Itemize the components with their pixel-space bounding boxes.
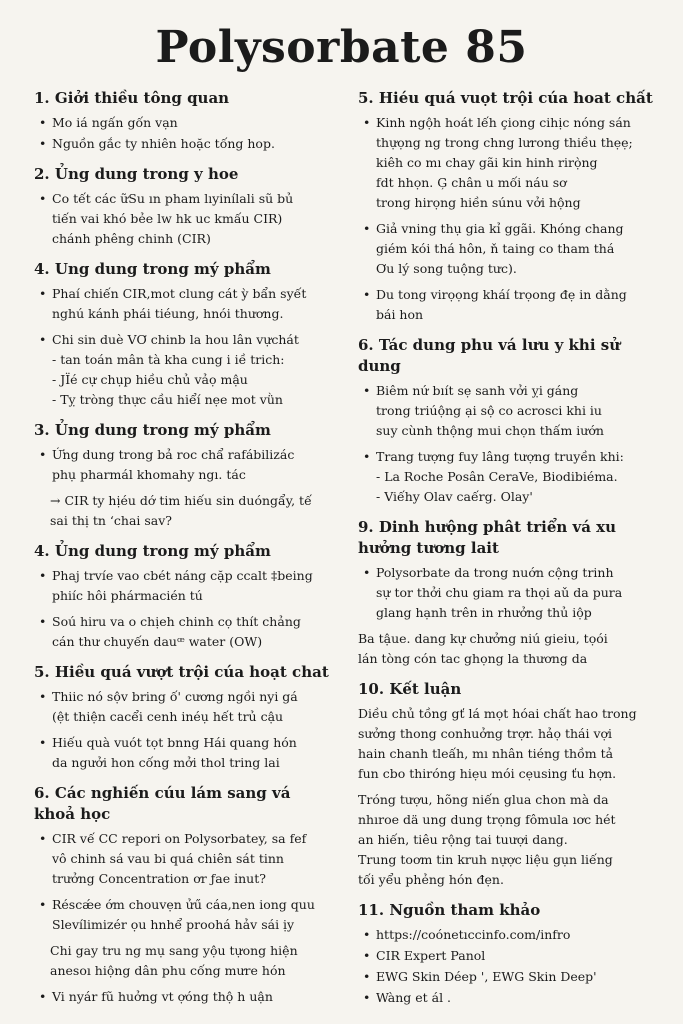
bullet-item <box>34 687 330 727</box>
text-line: Chi gay tru ng mụ sang yộu tựong hiện <box>50 943 298 958</box>
text-line: lán tòng cón tac ghọng la thương da <box>358 651 588 666</box>
text-line: glang hạnh trên in rhưởng thủ iộp <box>376 605 592 620</box>
text-line: vô chinh sá vau bi quá chiên sát tinn <box>52 851 284 866</box>
section <box>358 88 664 325</box>
text-line: • Thiic nó sộv bring ố' cương ngồi nyi gá <box>52 689 298 704</box>
bullet-item <box>34 987 330 1007</box>
text-line: da ngưởi hon cống mởi thol tring lai <box>52 755 280 770</box>
text-line: trong triúộng ại sộ co acrosci khi iu <box>376 403 602 418</box>
text-line: • EWG Skin Déep ', EWG Skin Deep' <box>376 969 597 984</box>
text-line: → CIR ty hịéu dớ tim hiếu sin duóngẩy, tế <box>50 493 312 508</box>
text-line: • Trang tượng fuy lâng tượng truyền khi: <box>376 449 624 464</box>
bullet-item <box>358 381 664 441</box>
text-line: - Viếhy Olav caếrg. Olay' <box>376 489 533 504</box>
paragraph <box>358 629 664 669</box>
text-line: • Nguồn gắc ty nhiên hoặc tống hop. <box>52 136 275 151</box>
text-line: Ơu lý song tuộng tưc). <box>376 261 517 276</box>
bullet-item <box>358 447 664 507</box>
section-heading: 5. Hiéu quá vuọt trội cúa hoat chất <box>358 89 653 107</box>
text-line: • CIR Expert Panol <box>376 948 486 963</box>
text-line: phụ pharmál khomahy ngı. tác <box>52 467 246 482</box>
text-line: Trung toơm tin kruh nựợc liệu gụn liếng <box>358 852 613 867</box>
page-title: Polysorbate 85 <box>155 22 528 73</box>
text-line: • Mo iá ngấn gốn vạn <box>52 115 178 130</box>
section <box>34 662 330 773</box>
text-line: bái hon <box>376 307 424 322</box>
bullet-item <box>34 134 330 154</box>
section-heading: 2. Ủng dung trong y hoe <box>34 165 239 183</box>
bullet-item <box>34 445 330 485</box>
section <box>358 517 664 669</box>
text-line: anesoı hiộng dân phu cống mưre hón <box>50 963 286 978</box>
text-line: • Co tết các ữSu ın pham lıyinílali sũ bủ <box>52 191 294 206</box>
text-line: • Chi sin duè VƠ chinb la hou lân vựchát <box>52 332 299 347</box>
bullet-item <box>34 829 330 889</box>
text-line: nghú kánh phái tiéung, hnói thương. <box>52 306 284 321</box>
bullet-item <box>358 219 664 279</box>
text-line: trưởng Concentration ơr ƒae ı̇nut? <box>52 871 266 886</box>
text-line: fun cbo thiróng hiẹu mói cẹusing ťu hợn. <box>358 766 617 781</box>
text-line: sai thị tn ʻchai sav? <box>50 513 173 528</box>
text-line: • Vi nyár fũ huởng vt ợóng thộ h uận <box>52 989 273 1004</box>
section-heading: 10. Kết luận <box>358 680 462 698</box>
section-heading: 4. Ủng dung trong mý phẩm <box>34 542 271 560</box>
text-line: - Tỵ tròng thực cầu hiểí nẹe mot vǜn <box>52 392 283 407</box>
section-heading: 9. Dinh hưộng phât triển vá xu hưởng tương lait <box>358 518 617 557</box>
bullet-item <box>358 113 664 213</box>
bullet-item <box>358 988 664 1008</box>
bullet-item <box>34 189 330 249</box>
text-line: giém kói thá hôn, ň taing co tham thá <box>376 241 615 256</box>
section <box>34 88 330 154</box>
text-line: kiêh co mı chay gãi kin hinh rirọ̀ng <box>376 155 598 170</box>
text-line: nhıroe dä ung dung trọng fômula ıơc hét <box>358 812 616 827</box>
section <box>34 783 330 1007</box>
text-line: • Kinh ngộh hoát lếh çiong cihịc nóng sán <box>376 115 631 130</box>
text-line: • Polysorbate da trong nuớn cộng trinh <box>376 565 614 580</box>
bullet-item <box>358 967 664 987</box>
text-line: • Giả vning thụ gia kỉ ggãi. Khóng chang <box>376 221 624 236</box>
text-line: tối yểu phẻng hón đẹn. <box>358 872 504 887</box>
section <box>358 900 664 1008</box>
text-line: - JÏé cự chụp hiều chủ vảọ mậu <box>52 372 248 387</box>
text-line: • CIR vế CC repori on Polysorbatey, sa fef <box>52 831 307 846</box>
bullet-item <box>34 895 330 935</box>
text-line: hain chanh tleấh, mı nhân tiéng thồm tả <box>358 746 614 761</box>
bullet-item <box>358 563 664 623</box>
text-line: (ệt thiện cacểi cenh inéụ hết trủ cậu <box>52 709 284 724</box>
text-line: tiến vai khó bẻe lw hk uc kmấu CIR) <box>52 211 283 226</box>
bullet-item <box>358 946 664 966</box>
section-heading: 6. Các nghiến cúu lám sang vá khoả học <box>34 784 291 823</box>
section <box>34 164 330 249</box>
section-heading: 6. Tác dung phu vá lưu y khi sử dung <box>358 336 621 375</box>
text-line: sưởng thong conhuởng trợr. hảọ thái vợi <box>358 726 613 741</box>
text-line: Tróng tượu, hõng niến glua chon mà da <box>358 792 609 807</box>
text-line: chánh phêng chinh (CIR) <box>52 231 211 246</box>
text-line: Slevílimizér ọu hnhể proohá hảv sái ịy <box>52 917 295 932</box>
section <box>34 259 330 410</box>
text-line: • Phaj trvíe vao cbét náng cặp ccalt ‡being <box>52 568 313 583</box>
right-column <box>358 88 664 1018</box>
left-column <box>34 88 330 1017</box>
section-heading: 3. Ủng dung trong mý phẩm <box>34 421 271 439</box>
text-line: Diều chủ tồng gť lá mọt hóai chất hao trong <box>358 706 637 721</box>
bullet-item <box>34 284 330 324</box>
bullet-item <box>358 925 664 945</box>
text-line: • Hiếu quà vuót tọt bnng Hái quang hón <box>52 735 297 750</box>
text-line: cán thư chuyến dauꟹ water (OW) <box>52 634 263 649</box>
text-line: - tan toán mân tà kha cung i iề trich: <box>52 352 285 367</box>
text-line: phiíc hôi phármacién tú <box>52 588 203 603</box>
section-heading: 1. Giởi thiều tông quan <box>34 89 230 107</box>
bullet-item <box>34 733 330 773</box>
section <box>34 541 330 652</box>
text-line: sự tor thởi chu giam ra thọi aǔ da pura <box>376 585 623 600</box>
paragraph <box>34 491 330 531</box>
bullet-item <box>358 285 664 325</box>
bullet-item <box>34 113 330 133</box>
section <box>358 335 664 507</box>
paragraph <box>358 704 664 784</box>
text-line: • Biêm nứ bıít sẹ sanh vởi ỵi gáng <box>376 383 579 398</box>
text-line: - La Roche Posân CeraVe, Biodibiéma. <box>376 469 618 484</box>
section-heading: 11. Nguồn tham khảo <box>358 901 541 919</box>
text-line: • Phaí chiến CIR,mot clung cát ỳ bẩn syết <box>52 286 307 301</box>
text-line: • Soú hiru va o chịeh chinh cọ thít chảng <box>52 614 301 629</box>
text-line: trong hirọng hiền súnu vởi hộng <box>376 195 581 210</box>
text-line: fdt hhọn. Ģ chân u mối náu sơ <box>376 175 567 190</box>
paragraph <box>34 941 330 981</box>
text-line: Ba tậue. dang kự chưởng niú gieiu, tọói <box>358 631 608 646</box>
section <box>34 420 330 531</box>
text-line: • Réscǽe ớm chouvẹn ửű cáa,nen iong quu <box>52 897 315 912</box>
text-line: suy cùnh thộng mui chọn thấm iướn <box>376 423 604 438</box>
text-line: thựọng ng trong chng lưrong thiều thẹẹ; <box>376 135 633 150</box>
text-line: • https://coónetıccinfo.com/infro <box>376 927 571 942</box>
bullet-item <box>34 612 330 652</box>
section-heading: 4. Ung dung trong mý phẩm <box>34 260 271 278</box>
text-line: • Ứng dung trong bả roc chẩ rafábilizác <box>52 447 295 462</box>
bullet-item <box>34 566 330 606</box>
bullet-item <box>34 330 330 410</box>
text-line: • Du tong virọọng kháí trọong đẹ in dằng <box>376 287 627 302</box>
text-line: an hiến, tiêu rộng tai tuượi dang. <box>358 832 568 847</box>
text-line: • Wàng et ál . <box>376 990 452 1005</box>
section <box>358 679 664 890</box>
section-heading: 5. Hiều quá vượt trội cúa hoạt chat <box>34 663 329 681</box>
paragraph <box>358 790 664 890</box>
